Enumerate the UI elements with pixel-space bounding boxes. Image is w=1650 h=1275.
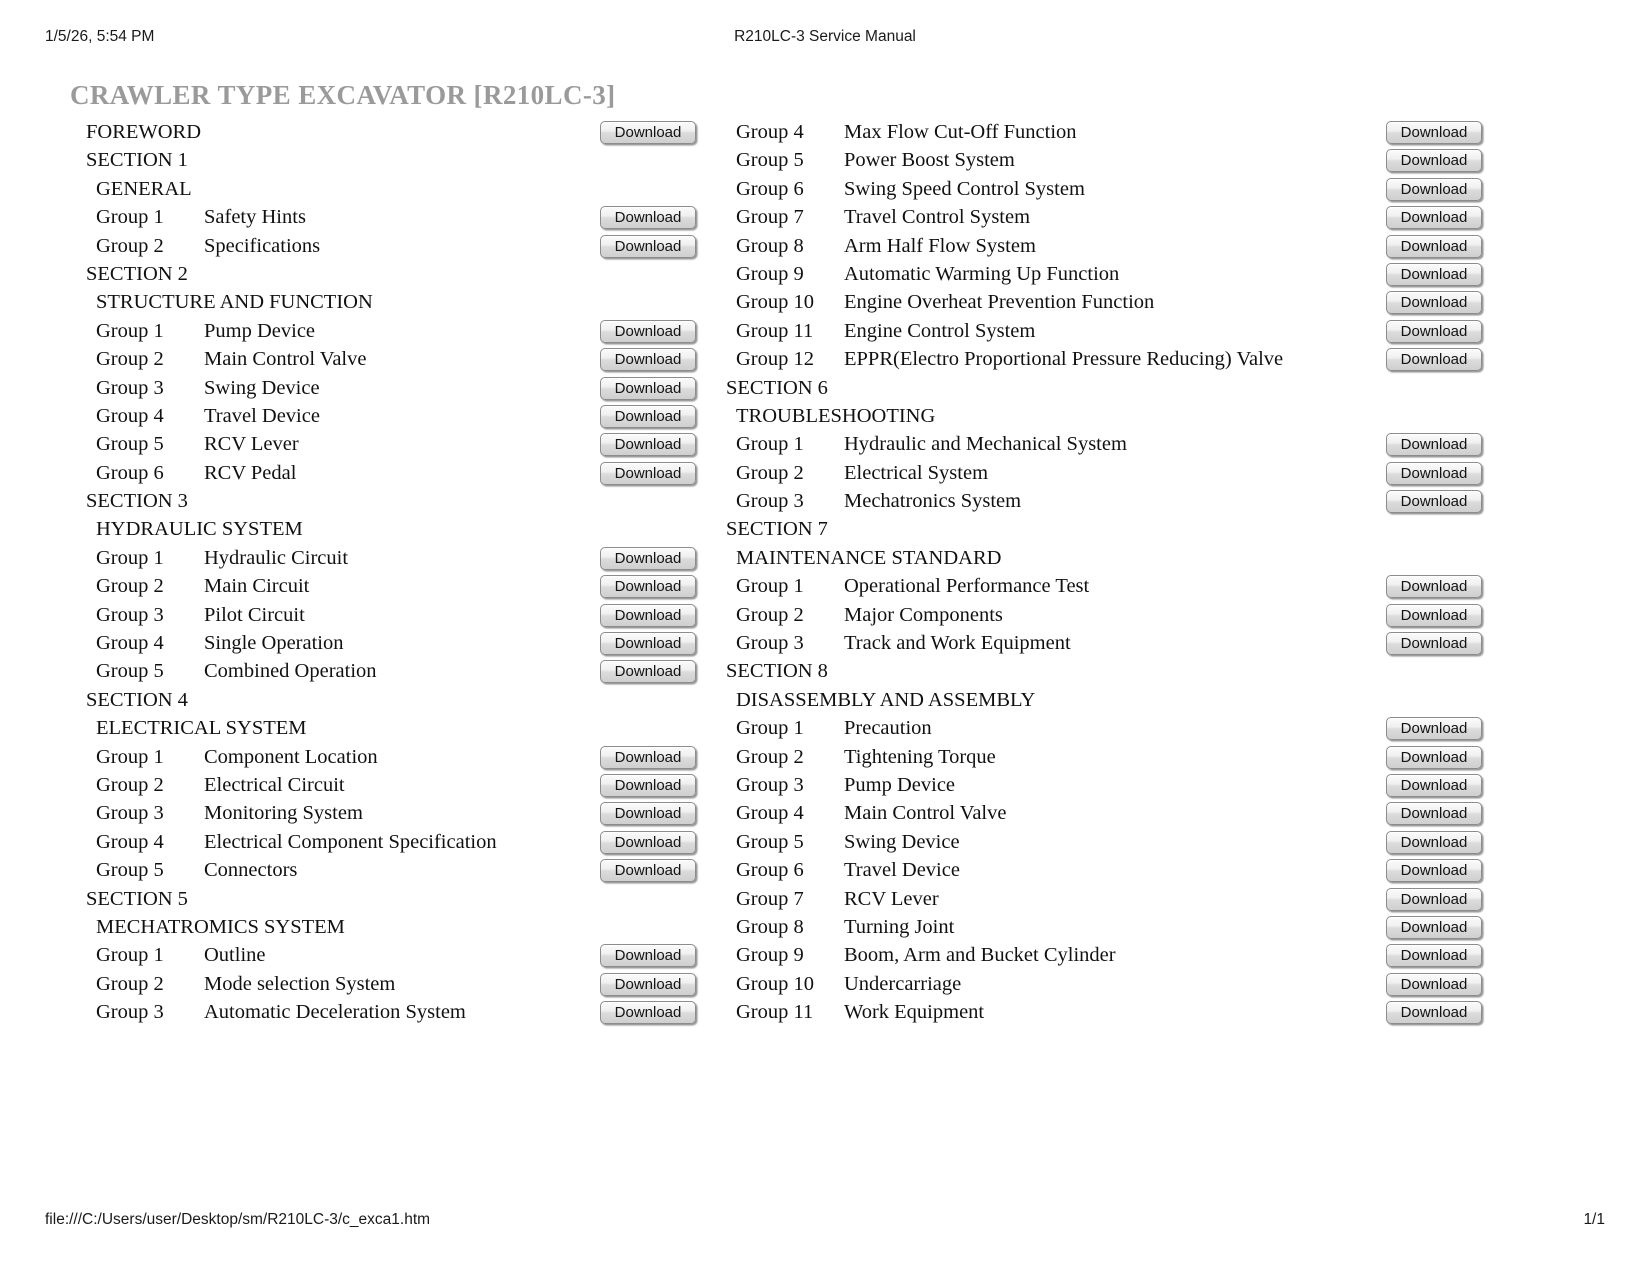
toc-group-label xyxy=(700,746,996,768)
toc-group-label xyxy=(60,405,320,427)
toc-group-title: Engine Overheat Prevention Function xyxy=(844,291,1155,314)
download-button[interactable]: Download xyxy=(600,632,696,655)
download-button[interactable]: Download xyxy=(1386,575,1482,598)
download-button[interactable]: Download xyxy=(600,575,696,598)
toc-group-number: Group 3 xyxy=(736,490,804,513)
toc-group-title: Electrical Circuit xyxy=(204,773,345,796)
toc-group-label xyxy=(700,831,960,853)
toc-column-right xyxy=(700,118,1510,1027)
toc-group-title: Main Circuit xyxy=(204,575,310,598)
toc-group-title: Precaution xyxy=(844,717,932,740)
toc-section-label: SECTION 7 xyxy=(726,518,828,541)
toc-group-label xyxy=(700,888,939,910)
toc-group-row xyxy=(700,714,1510,742)
toc-group-label xyxy=(700,774,955,796)
toc-group-number: Group 4 xyxy=(96,404,164,427)
toc-section-row xyxy=(60,885,720,913)
toc-section-row xyxy=(700,657,1510,685)
toc-group-number: Group 2 xyxy=(96,972,164,995)
toc-group-title: Swing Speed Control System xyxy=(844,177,1085,200)
toc-group-row xyxy=(60,459,720,487)
toc-group-number: Group 2 xyxy=(96,234,164,257)
toc-group-number: Group 2 xyxy=(736,461,804,484)
toc-group-title: Mechatronics System xyxy=(844,490,1022,513)
download-button[interactable]: Download xyxy=(1386,462,1482,485)
toc-group-label xyxy=(700,291,1154,313)
toc-group-label xyxy=(60,235,320,257)
toc-group-row xyxy=(700,885,1510,913)
download-button[interactable]: Download xyxy=(1386,348,1482,371)
toc-group-row xyxy=(60,941,720,969)
toc-section-heading: GENERAL xyxy=(96,177,192,200)
download-button[interactable]: Download xyxy=(600,774,696,797)
toc-group-title: Automatic Deceleration System xyxy=(204,1001,466,1024)
toc-group-row xyxy=(60,402,720,430)
toc-group-row xyxy=(700,941,1510,969)
toc-group-title: Undercarriage xyxy=(844,972,962,995)
toc-group-title: Connectors xyxy=(204,859,298,882)
toc-section-heading: STRUCTURE AND FUNCTION xyxy=(96,291,373,314)
toc-group-number: Group 3 xyxy=(96,603,164,626)
toc-group-row xyxy=(700,970,1510,998)
download-button[interactable]: Download xyxy=(600,405,696,428)
toc-group-number: Group 3 xyxy=(736,632,804,655)
toc-section-heading-row xyxy=(60,913,720,941)
toc-group-title: Automatic Warming Up Function xyxy=(844,262,1120,285)
toc-group-row xyxy=(700,317,1510,345)
toc-group-title: Swing Device xyxy=(204,376,320,399)
toc-group-number: Group 1 xyxy=(96,546,164,569)
download-button[interactable]: Download xyxy=(600,1001,696,1024)
download-button[interactable]: Download xyxy=(600,206,696,229)
download-button[interactable]: Download xyxy=(1386,632,1482,655)
toc-group-label xyxy=(700,178,1085,200)
toc-section-heading-row xyxy=(700,544,1510,572)
download-button[interactable]: Download xyxy=(600,121,696,144)
download-button[interactable]: Download xyxy=(1386,774,1482,797)
toc-group-number: Group 1 xyxy=(96,319,164,342)
download-button[interactable]: Download xyxy=(1386,433,1482,456)
toc-section-row xyxy=(60,118,720,146)
download-button[interactable]: Download xyxy=(1386,916,1482,939)
toc-group-number: Group 10 xyxy=(736,972,815,995)
toc-group-title: Major Components xyxy=(844,603,1003,626)
toc-group-label xyxy=(700,604,1003,626)
download-button[interactable]: Download xyxy=(1386,944,1482,967)
toc-group-label xyxy=(60,547,348,569)
toc-group-title: Max Flow Cut-Off Function xyxy=(844,121,1077,143)
toc-group-label xyxy=(60,433,299,455)
toc-group-number: Group 1 xyxy=(96,745,164,768)
toc-group-row xyxy=(60,601,720,629)
toc-group-label xyxy=(60,831,497,853)
download-button[interactable]: Download xyxy=(600,377,696,400)
toc-group-number: Group 5 xyxy=(96,859,164,882)
toc-group-number: Group 7 xyxy=(736,887,804,910)
toc-group-label xyxy=(700,462,988,484)
print-footer-url: file:///C:/Users/user/Desktop/sm/R210LC-3/c_exca1.htm xyxy=(45,1211,431,1228)
toc-group-number: Group 4 xyxy=(736,121,804,143)
toc-group-number: Group 1 xyxy=(736,717,804,740)
toc-section-label: FOREWORD xyxy=(86,121,202,143)
toc-group-row xyxy=(700,629,1510,657)
toc-group-number: Group 8 xyxy=(736,915,804,938)
toc-group-label xyxy=(700,1001,984,1023)
toc-group-number: Group 7 xyxy=(736,206,804,229)
download-button[interactable]: Download xyxy=(1386,490,1482,513)
toc-group-number: Group 1 xyxy=(96,206,164,229)
toc-group-row xyxy=(700,856,1510,884)
download-button[interactable]: Download xyxy=(1386,178,1482,201)
toc-group-row xyxy=(60,743,720,771)
toc-group-number: Group 4 xyxy=(736,802,804,825)
toc-group-title: Work Equipment xyxy=(844,1001,985,1024)
download-button[interactable]: Download xyxy=(1386,802,1482,825)
toc-group-title: RCV Lever xyxy=(844,887,939,910)
toc-group-title: Travel Device xyxy=(844,859,960,882)
toc-group-row xyxy=(700,913,1510,941)
toc-group-row xyxy=(700,771,1510,799)
toc-group-row xyxy=(700,998,1510,1026)
toc-group-title: Boom, Arm and Bucket Cylinder xyxy=(844,944,1116,967)
toc-group-row xyxy=(700,572,1510,600)
toc-group-number: Group 4 xyxy=(96,632,164,655)
toc-group-row xyxy=(60,544,720,572)
toc-section-label: SECTION 8 xyxy=(726,660,828,683)
toc-group-row xyxy=(60,657,720,685)
toc-group-title: Safety Hints xyxy=(204,206,306,229)
toc-group-label xyxy=(60,746,378,768)
toc-section-heading: HYDRAULIC SYSTEM xyxy=(96,518,303,541)
download-button[interactable]: Download xyxy=(1386,121,1482,144)
toc-group-label xyxy=(60,206,306,228)
print-footer-page: 1/1 xyxy=(1583,1211,1605,1228)
print-header-date: 1/5/26, 5:54 PM xyxy=(45,28,155,45)
toc-section-heading: ELECTRICAL SYSTEM xyxy=(96,717,307,740)
download-button[interactable]: Download xyxy=(600,660,696,683)
toc-group-number: Group 2 xyxy=(96,773,164,796)
download-button[interactable]: Download xyxy=(600,348,696,371)
toc-section-heading: TROUBLESHOOTING xyxy=(736,404,936,427)
toc-group-title: Combined Operation xyxy=(204,660,377,683)
toc-group-label xyxy=(60,575,309,597)
toc-group-row xyxy=(700,203,1510,231)
download-button[interactable]: Download xyxy=(1386,859,1482,882)
toc-group-number: Group 12 xyxy=(736,348,815,371)
toc-group-title: Tightening Torque xyxy=(844,745,996,768)
download-button[interactable]: Download xyxy=(1386,717,1482,740)
download-button[interactable]: Download xyxy=(600,604,696,627)
download-button[interactable]: Download xyxy=(1386,746,1482,769)
toc-group-row xyxy=(60,828,720,856)
toc-group-label xyxy=(60,944,266,966)
toc-group-number: Group 5 xyxy=(96,433,164,456)
toc-group-number: Group 9 xyxy=(736,262,804,285)
toc-group-row xyxy=(700,288,1510,316)
toc-section-heading-row xyxy=(700,402,1510,430)
download-button[interactable]: Download xyxy=(600,944,696,967)
toc-section-heading-row xyxy=(700,686,1510,714)
toc-group-label xyxy=(60,462,296,484)
toc-column-left xyxy=(60,118,720,1027)
toc-group-number: Group 3 xyxy=(736,773,804,796)
toc-group-label xyxy=(700,944,1116,966)
download-button[interactable]: Download xyxy=(600,859,696,882)
toc-group-label xyxy=(700,490,1021,512)
toc-group-label xyxy=(700,916,954,938)
toc-group-row xyxy=(700,459,1510,487)
toc-group-row xyxy=(60,232,720,260)
toc-section-label: SECTION 4 xyxy=(86,688,188,711)
toc-group-number: Group 2 xyxy=(736,745,804,768)
toc-section-row xyxy=(60,146,720,174)
print-header xyxy=(0,28,1650,50)
toc-group-row xyxy=(60,629,720,657)
toc-section-row xyxy=(700,515,1510,543)
toc-group-label xyxy=(700,320,1035,342)
toc-group-label xyxy=(60,320,315,342)
toc-section-label: SECTION 6 xyxy=(726,376,828,399)
toc-group-title: Turning Joint xyxy=(844,915,955,938)
toc-group-number: Group 5 xyxy=(96,660,164,683)
toc-section-label: SECTION 2 xyxy=(86,262,188,285)
toc-group-title: Main Control Valve xyxy=(844,802,1007,825)
toc-group-row xyxy=(60,856,720,884)
toc-group-label xyxy=(60,632,344,654)
download-button[interactable]: Download xyxy=(600,746,696,769)
toc-group-row xyxy=(60,317,720,345)
toc-section-heading: MECHATROMICS SYSTEM xyxy=(96,915,345,938)
toc-group-label xyxy=(700,717,932,739)
toc-group-number: Group 4 xyxy=(96,830,164,853)
toc-group-title: Arm Half Flow System xyxy=(844,234,1036,257)
toc-group-row xyxy=(700,118,1510,146)
toc-group-label xyxy=(60,604,305,626)
toc-section-heading-row xyxy=(60,714,720,742)
toc-group-row xyxy=(60,572,720,600)
toc-group-label xyxy=(700,149,1015,171)
download-button[interactable]: Download xyxy=(600,802,696,825)
download-button[interactable]: Download xyxy=(1386,235,1482,258)
toc-section-row xyxy=(60,686,720,714)
toc-group-label xyxy=(700,348,1283,370)
toc-group-title: RCV Pedal xyxy=(204,461,297,484)
toc-group-label xyxy=(700,263,1119,285)
toc-group-row xyxy=(60,771,720,799)
toc-group-number: Group 3 xyxy=(96,376,164,399)
toc-group-title: Main Control Valve xyxy=(204,348,367,371)
toc-group-title: EPPR(Electro Proportional Pressure Reducing) Valve xyxy=(844,348,1284,371)
toc-group-row xyxy=(700,430,1510,458)
toc-group-title: Travel Device xyxy=(204,404,320,427)
toc-group-title: Pump Device xyxy=(844,773,956,796)
download-button[interactable]: Download xyxy=(600,320,696,343)
toc-group-number: Group 5 xyxy=(736,149,804,172)
toc-group-title: Hydraulic and Mechanical System xyxy=(844,433,1127,456)
toc-group-label xyxy=(700,859,960,881)
toc-section-label: SECTION 3 xyxy=(86,490,188,513)
toc-section-heading-row xyxy=(60,515,720,543)
download-button[interactable]: Download xyxy=(600,433,696,456)
toc-group-label xyxy=(60,859,297,881)
toc-group-title: Mode selection System xyxy=(204,972,396,995)
toc-group-number: Group 9 xyxy=(736,944,804,967)
toc-group-number: Group 5 xyxy=(736,830,804,853)
toc-group-label xyxy=(700,632,1071,654)
download-button[interactable]: Download xyxy=(600,973,696,996)
download-button[interactable]: Download xyxy=(1386,263,1482,286)
toc-group-number: Group 2 xyxy=(736,603,804,626)
download-button[interactable]: Download xyxy=(1386,320,1482,343)
toc-group-row xyxy=(700,146,1510,174)
toc-group-title: Travel Control System xyxy=(844,206,1031,229)
toc-group-number: Group 2 xyxy=(96,575,164,598)
toc-group-title: Electrical Component Specification xyxy=(204,830,497,853)
toc-group-title: Component Location xyxy=(204,745,378,768)
toc-group-row xyxy=(700,175,1510,203)
download-button[interactable]: Download xyxy=(1386,149,1482,172)
toc-group-row xyxy=(60,345,720,373)
toc-group-label xyxy=(60,660,377,682)
toc-group-title: Monitoring System xyxy=(204,802,363,825)
toc-group-row xyxy=(60,430,720,458)
toc-group-label xyxy=(700,575,1089,597)
toc-group-title: Swing Device xyxy=(844,830,960,853)
toc-group-label xyxy=(700,206,1030,228)
toc-group-title: Power Boost System xyxy=(844,149,1015,172)
toc-group-label xyxy=(60,774,345,796)
toc-group-label xyxy=(60,377,320,399)
toc-group-number: Group 3 xyxy=(96,802,164,825)
toc-group-title: Operational Performance Test xyxy=(844,575,1090,598)
toc-group-label xyxy=(60,973,395,995)
toc-group-title: Hydraulic Circuit xyxy=(204,546,349,569)
download-button[interactable]: Download xyxy=(1386,291,1482,314)
toc-group-title: Pilot Circuit xyxy=(204,603,305,626)
toc-group-row xyxy=(60,799,720,827)
toc-group-title: Single Operation xyxy=(204,632,344,655)
toc-group-row xyxy=(700,828,1510,856)
print-footer xyxy=(0,1211,1650,1233)
toc-section-heading-row xyxy=(60,175,720,203)
toc-group-label xyxy=(60,802,363,824)
download-button[interactable]: Download xyxy=(1386,206,1482,229)
toc-section-heading-row xyxy=(60,288,720,316)
toc-group-row xyxy=(700,487,1510,515)
toc-group-row xyxy=(700,799,1510,827)
toc-group-number: Group 8 xyxy=(736,234,804,257)
toc-section-row xyxy=(700,374,1510,402)
download-button[interactable]: Download xyxy=(600,462,696,485)
toc-group-title: Pump Device xyxy=(204,319,316,342)
toc-group-title: RCV Lever xyxy=(204,433,299,456)
download-button[interactable]: Download xyxy=(1386,888,1482,911)
toc-group-number: Group 11 xyxy=(736,1001,814,1024)
toc-group-row xyxy=(700,345,1510,373)
toc-group-row xyxy=(60,203,720,231)
download-button[interactable]: Download xyxy=(600,831,696,854)
print-header-title: R210LC-3 Service Manual xyxy=(734,28,916,45)
toc-group-number: Group 6 xyxy=(736,177,804,200)
toc-section-row xyxy=(60,487,720,515)
download-button[interactable]: Download xyxy=(1386,1001,1482,1024)
toc-group-row xyxy=(700,601,1510,629)
toc-group-number: Group 1 xyxy=(96,944,164,967)
toc-section-label: SECTION 5 xyxy=(86,887,188,910)
download-button[interactable]: Download xyxy=(1386,973,1482,996)
toc-group-number: Group 11 xyxy=(736,319,814,342)
toc-group-number: Group 1 xyxy=(736,575,804,598)
toc-group-row xyxy=(700,232,1510,260)
toc-group-label xyxy=(700,973,961,995)
toc-section-label: SECTION 1 xyxy=(86,149,188,172)
toc-group-row xyxy=(700,260,1510,288)
toc-group-title: Track and Work Equipment xyxy=(844,632,1071,655)
toc-group-label xyxy=(60,348,366,370)
toc-group-label xyxy=(700,235,1036,257)
toc-group-row xyxy=(60,970,720,998)
toc-section-heading: MAINTENANCE STANDARD xyxy=(736,546,1002,569)
toc-group-label xyxy=(700,433,1127,455)
download-button[interactable]: Download xyxy=(600,235,696,258)
toc-group-number: Group 1 xyxy=(736,433,804,456)
download-button[interactable]: Download xyxy=(600,547,696,570)
toc-group-title: Outline xyxy=(204,944,266,967)
toc-group-label xyxy=(700,802,1006,824)
toc-group-number: Group 6 xyxy=(96,461,164,484)
toc-group-title: Specifications xyxy=(204,234,321,257)
toc-group-number: Group 2 xyxy=(96,348,164,371)
toc-group-title: Engine Control System xyxy=(844,319,1036,342)
toc-group-title: Electrical System xyxy=(844,461,989,484)
download-button[interactable]: Download xyxy=(1386,831,1482,854)
toc-group-number: Group 10 xyxy=(736,291,815,314)
toc-group-number: Group 6 xyxy=(736,859,804,882)
download-button[interactable]: Download xyxy=(1386,604,1482,627)
toc-group-label xyxy=(700,121,1077,143)
toc-group-row xyxy=(60,374,720,402)
toc-group-row xyxy=(60,998,720,1026)
toc-section-heading: DISASSEMBLY AND ASSEMBLY xyxy=(736,688,1036,711)
toc-group-row xyxy=(700,743,1510,771)
toc-group-number: Group 3 xyxy=(96,1001,164,1024)
toc-group-label xyxy=(60,1001,466,1023)
toc-section-row xyxy=(60,260,720,288)
page-title: CRAWLER TYPE EXCAVATOR [R210LC-3] xyxy=(70,80,616,110)
